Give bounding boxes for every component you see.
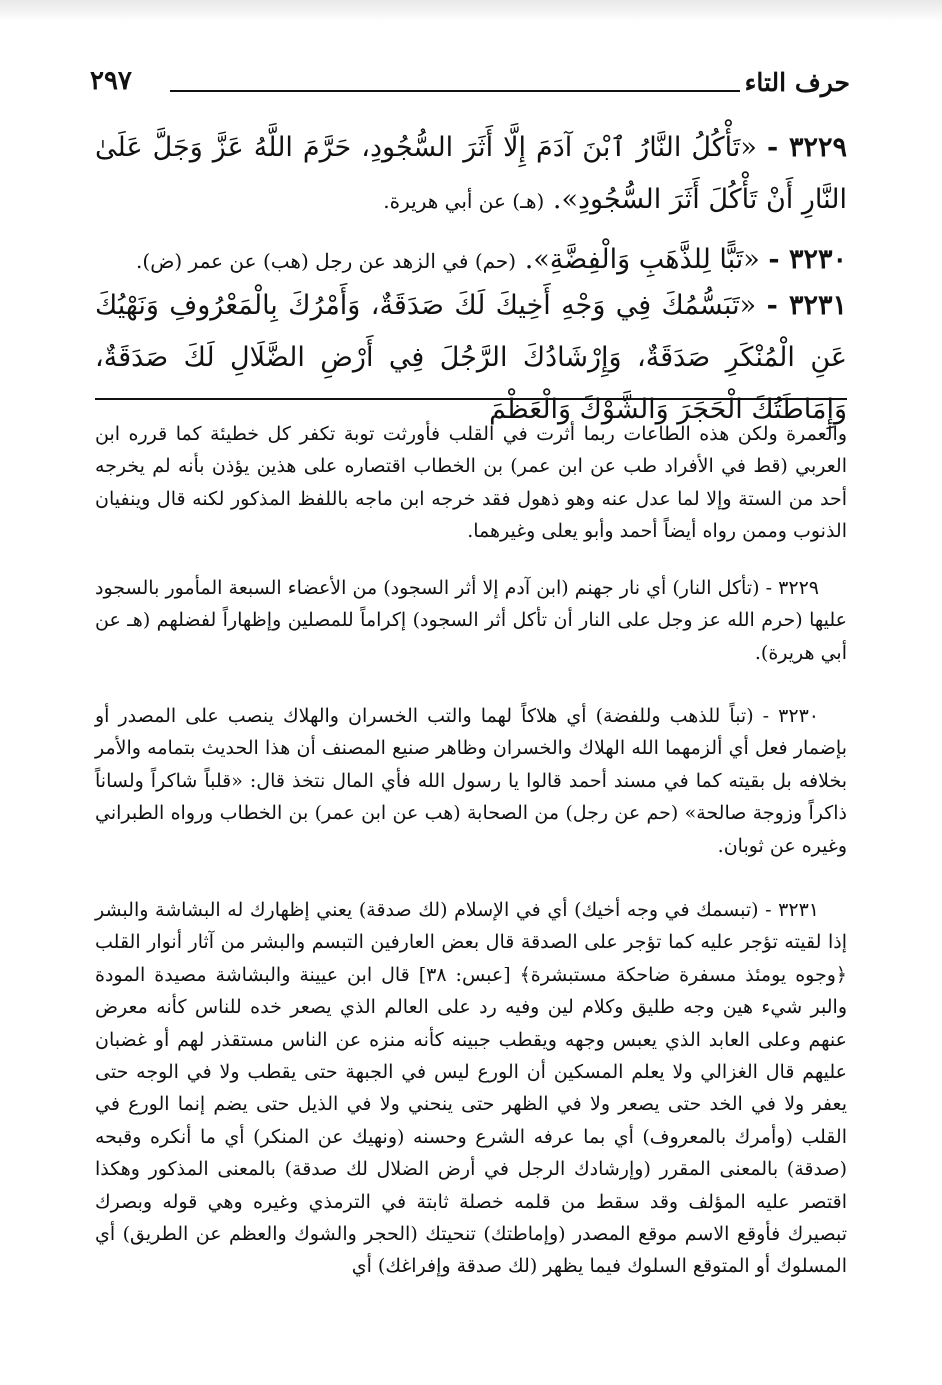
hadith-number: ٣٢٢٩ - (766, 132, 847, 163)
commentary-paragraph: والعمرة ولكن هذه الطاعات ربما أثرت في القلب فأورثت توبة تكفر كل خطيئة كما قرره ابن العربي (قط في الأفراد طب عن ابن عمر) بن الخطاب اقتصاره على هذين يؤذن بأنه لم يخرجه أحد من الستة وإلا لما عدل عنه وهو ذهول فقد خرجه ابن ماجه باللفظ المذكور لكنه قال وينفيان الذنوب وممن رواه أيضاً أحمد وأبو يعلى وغيرهما. (95, 423, 847, 543)
hadith-number: ٣٢٣٠ - (768, 244, 847, 275)
page-header (90, 62, 850, 102)
running-title: حرف التاء (744, 68, 850, 97)
commentary-paragraph: ٣٢٣٠ - (تباً للذهب وللفضة) أي هلاكاً لهما والتب الخسران والهلاك ينصب على المصدر أو بإضمار فعل أي ألزمهما الله الهلاك والخسران وظاهر صنيع المصنف أن هذا الحديث بتمامه والأمر بخلافه بل بقيته كما في مسند أحمد قالوا يا رسول الله فأي المال نتخذ قال: «قلباً شاكراً ولساناً ذاكراً وزوجة صالحة» (حم عن رجل) من الصحابة (هب عن ابن عمر) بن الخطاب ورواه الطبراني وغيره عن ثوبان. (95, 705, 847, 857)
hadith-number: ٣٢٣١ - (766, 290, 848, 321)
commentary-3231 (95, 894, 847, 1283)
commentary-carryover (95, 418, 847, 548)
hadith-source: (حم) في الزهد عن رجل (هب) عن عمر (ض). (136, 249, 517, 273)
commentary-paragraph: ٣٢٢٩ - (تأكل النار) أي نار جهنم (ابن آدم إلا أثر السجود) من الأعضاء السبعة المأمور بالسجود عليها (حرم الله عز وجل على النار أن تأكل أثر السجود) إكراماً للمصلين وإظهاراً لفضلهم (هـ عن أبي هريرة). (95, 577, 847, 664)
scan-edge (0, 0, 942, 22)
header-rule (170, 90, 740, 92)
hadith-3229 (95, 122, 847, 227)
page-number: ٢٩٧ (90, 66, 132, 96)
hadith-3231 (95, 280, 847, 436)
footnote-divider (95, 398, 847, 400)
hadith-source: (هـ) عن أبي هريرة. (383, 189, 545, 213)
hadith-text: «تَبًّا لِلذَّهَبِ وَالْفِضَّةِ». (524, 244, 760, 275)
commentary-3229 (95, 572, 847, 669)
hadith-text: «تَبَسُّمُكَ فِي وَجْهِ أَخِيكَ لَكَ صَدَقَةٌ، وَأَمْرُكَ بِالْمَعْرُوفِ وَنَهْيُكَ عَنِ الْمُنْكَرِ صَدَقَةٌ، وَإِرْشَادُكَ الرَّجُلَ فِي أَرْضِ الضَّلَالِ لَكَ صَدَقَةٌ، وَإِمَاطَتُكَ الْحَجَرَ وَالشَّوْكَ وَالْعَظْمَ (95, 290, 847, 425)
commentary-3230 (95, 700, 847, 862)
commentary-paragraph: ٣٢٣١ - (تبسمك في وجه أخيك) أي في الإسلام (لك صدقة) يعني إظهارك له البشاشة والبشر إذا لقيته تؤجر عليه كما تؤجر على الصدقة قال بعض العارفين التبسم والبشر من آثار أنوار القلب ﴿وجوه يومئذ مسفرة ضاحكة مستبشرة﴾ [عبس: ٣٨] قال ابن عيينة والبشاشة مصيدة المودة والبر شيء هين وجه طليق وكلام لين وفيه رد على العالم الذي يصعر خده للناس كأنه معرض عنهم وعلى العابد الذي يعبس وجهه ويقطب جبينه كأنه منزه عن الناس مستقذر لهم أو غضبان عليهم قال الغزالي ولا يعلم المسكين أن الورع ليس في الجبهة حتى يقطب ولا في الوجه حتى يعفر ولا في الخد حتى يصعر ولا في الظهر حتى ينحني ولا في الذيل حتى يضم إنما الورع في القلب (وأمرك بالمعروف) أي بما عرفه الشرع وحسنه (ونهيك عن المنكر) أي ما أنكره وقبحه (صدقة) بالمعنى المقرر (وإرشادك الرجل في أرض الضلال لك صدقة) بالمعنى المذكور وهكذا اقتصر عليه المؤلف وقد سقط من قلمه خصلة ثابتة في الترمذي وغيره وهي قوله وبصرك تبصيرك فأوقع الاسم موقع المصدر (وإماطتك) تنحيتك (الحجر والشوك والعظم عن الطريق) أي المسلوك أو المتوقع السلوك فيما يظهر (لك صدقة وإفراغك) أي (95, 899, 848, 1278)
hadith-text: «تَأْكُلُ النَّارُ ٱبْنَ آدَمَ إِلَّا أَثَرَ السُّجُودِ، حَرَّمَ اللَّهُ عَزَّ وَجَلَّ عَلَىٰ النَّارِ أَنْ تَأْكُلَ أَثَرَ السُّجُودِ». (95, 132, 847, 215)
